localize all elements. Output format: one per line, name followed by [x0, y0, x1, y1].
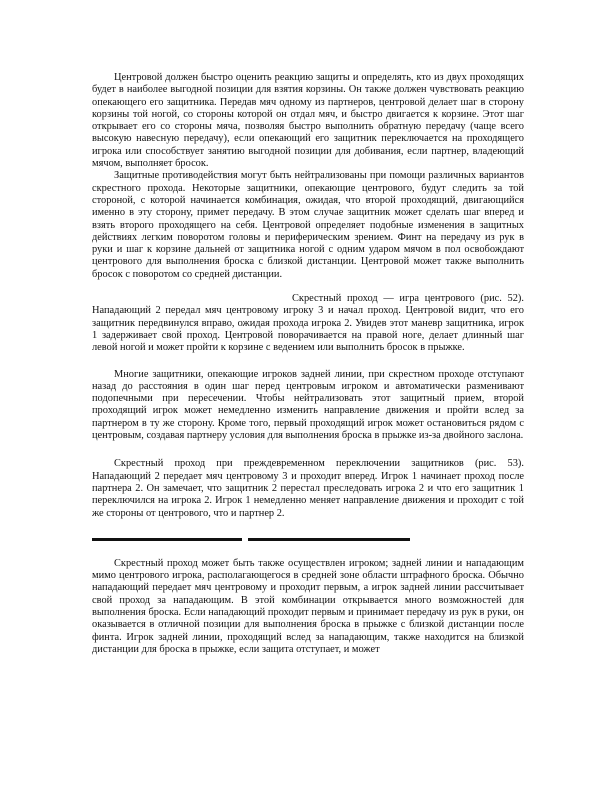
- paragraph-switching-defenders: Многие защитники, опекающие игроков задней линии, при скрестном проходе отступают назад до расстояния в один шаг перед центровым игроком и автоматически разменивают подопечными при пересечении. Чтобы нейтрализовать этот защитный прием, второй проходящий игрок может немедленно изменить направление движения и пройти вслед за партнером в ту же сторону. Кроме того, первый проходящий игрок может остановиться рядом с центровым, создавая партнеру условия для выполнения броска в прыжке из-за двойного заслона.: [92, 368, 524, 442]
- divider-line-right: [248, 538, 410, 541]
- document-page: [92, 72, 524, 656]
- divider-line-left: [92, 538, 242, 541]
- paragraph-backcourt-forward-cross: Скрестный проход может быть также осуществлен игроком; задней линии и нападающим мимо центрового игрока, располагающегося в средней зоне области штрафного броска. Обычно нападающий передает мяч центровому и проходит первым, а игрок задней линии рассчитывает свой проход за нападающим. В этой комбинации открывается много возможностей для выполнения броска. Если нападающий проходит первым и принимает передачу из рук в руки, он оказывается в отличной позиции для выполнения броска в прыжке с близкой дистанции после финта. Игрок задней линии, проходящий вслед за нападающим, также находится на близкой дистанции для броска в прыжке, если защита отступает, и может: [92, 557, 524, 655]
- paragraph-cross-pass-center-play-text: Скрестный проход — игра центрового (рис. 52). Нападающий 2 передал мяч центровому игроку 3 и начал проход. Центровой видит, что его защитник передвинулся вправо, ожидая прохода игрока 2. Увидев этот маневр защитника, игрок 1 задерживает свой проход. Центровой поворачивается на правой ноге, делает длинный шаг левой ногой и может пройти к корзине с ведением или выполнить бросок в прыжке.: [92, 293, 524, 354]
- paragraph-premature-switch: Скрестный проход при преждевременном переключении защитников (рис. 53). Нападающий 2 передает мяч центровому 3 и проходит вперед. Игрок 1 начинает проход после партнера 2. Он замечает, что защитник 2 перестал преследовать игрока 2 и что его защитник 1 переключился на игрока 2. Игрок 1 немедленно меняет направление движения и проходит с той же стороны от центрового, что и партнер 2.: [92, 458, 524, 519]
- paragraph-defensive-counters: Защитные противодействия могут быть нейтрализованы при помощи различных вариантов скрестного прохода. Некоторые защитники, опекающие центрового, будут следить за той стороной, с которой начинается комбинация, ожидая, что второй проходящий, двигающийся именно в эту сторону, примет передачу. В этом случае защитник может сделать шаг вперед и взять второго проходящего на себя. Центровой определяет подобные изменения в защитных действиях легким поворотом головы и периферическим зрением. Финт на передачу из рук в руки и шаг к корзине дальней от защитника ногой с одним ударом мячом в пол освобождают центрового для выполнения броска с близкой дистанции. Центровой может также выполнить бросок с поворотом со средней дистанции.: [92, 170, 524, 280]
- paragraph-cross-pass-center-play: [92, 293, 524, 354]
- paragraph-center-reads-defense: Центровой должен быстро оценить реакцию защиты и определять, кто из двух проходящих будет в наиболее выгодной позиции для взятия корзины. Он также должен чувствовать реакцию опекающего его защитника. Передав мяч одному из партнеров, центровой делает шаг в сторону корзины той ногой, со стороны которой он отдал мяч, и быстро двигается к корзине. Этот шаг открывает его со стороны мяча, позволяя быстро выполнить обратную передачу (чаще всего высокую навесную передачу), если опекающий его защитник переключается на проходящего игрока или способствует занятию выгодной позиции для добивания, если партнер, владеющий мячом, выполняет бросок.: [92, 72, 524, 170]
- section-divider: [92, 536, 524, 544]
